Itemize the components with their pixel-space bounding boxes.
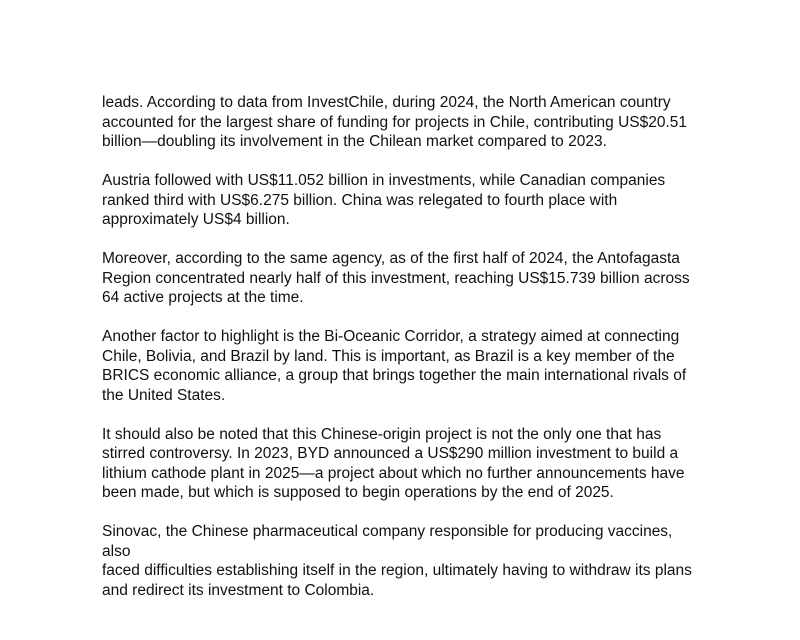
- paragraph: Another factor to highlight is the Bi-Oceanic Corridor, a strategy aimed at connecting Chile, Bolivia, and Brazil by land. This is important, as Brazil is a key member of the BRICS economic alliance, a group that brings together the main international rivals of the United States.: [102, 328, 687, 404]
- paragraph: leads. According to data from InvestChile, during 2024, the North American country accounted for the largest share of funding for projects in Chile, contributing US$20.51 billion—doubling its involvement in the Chilean market compared to 2023.: [102, 94, 688, 150]
- paragraph: Austria followed with US$11.052 billion in investments, while Canadian companies ranked third with US$6.275 billion. China was relegated to fourth place with approximately US$4 billion.: [102, 172, 666, 228]
- paragraph: It should also be noted that this Chinese-origin project is not the only one that has stirred controversy. In 2023, BYD announced a US$290 million investment to build a lithium cathode plant in 2025—a project about which no further announcements have been made, but which is supposed to begin operations by the end of 2025.: [102, 425, 685, 501]
- paragraph: Moreover, according to the same agency, as of the first half of 2024, the Antofagasta Region concentrated nearly half of this investment, reaching US$15.739 billion across 64 active projects at the time.: [102, 250, 690, 306]
- article-body: [102, 93, 702, 620]
- paragraph: Sinovac, the Chinese pharmaceutical company responsible for producing vaccines, also faced difficulties establishing itself in the region, ultimately having to withdraw its plans and redirect its investment to Colombia.: [102, 523, 692, 599]
